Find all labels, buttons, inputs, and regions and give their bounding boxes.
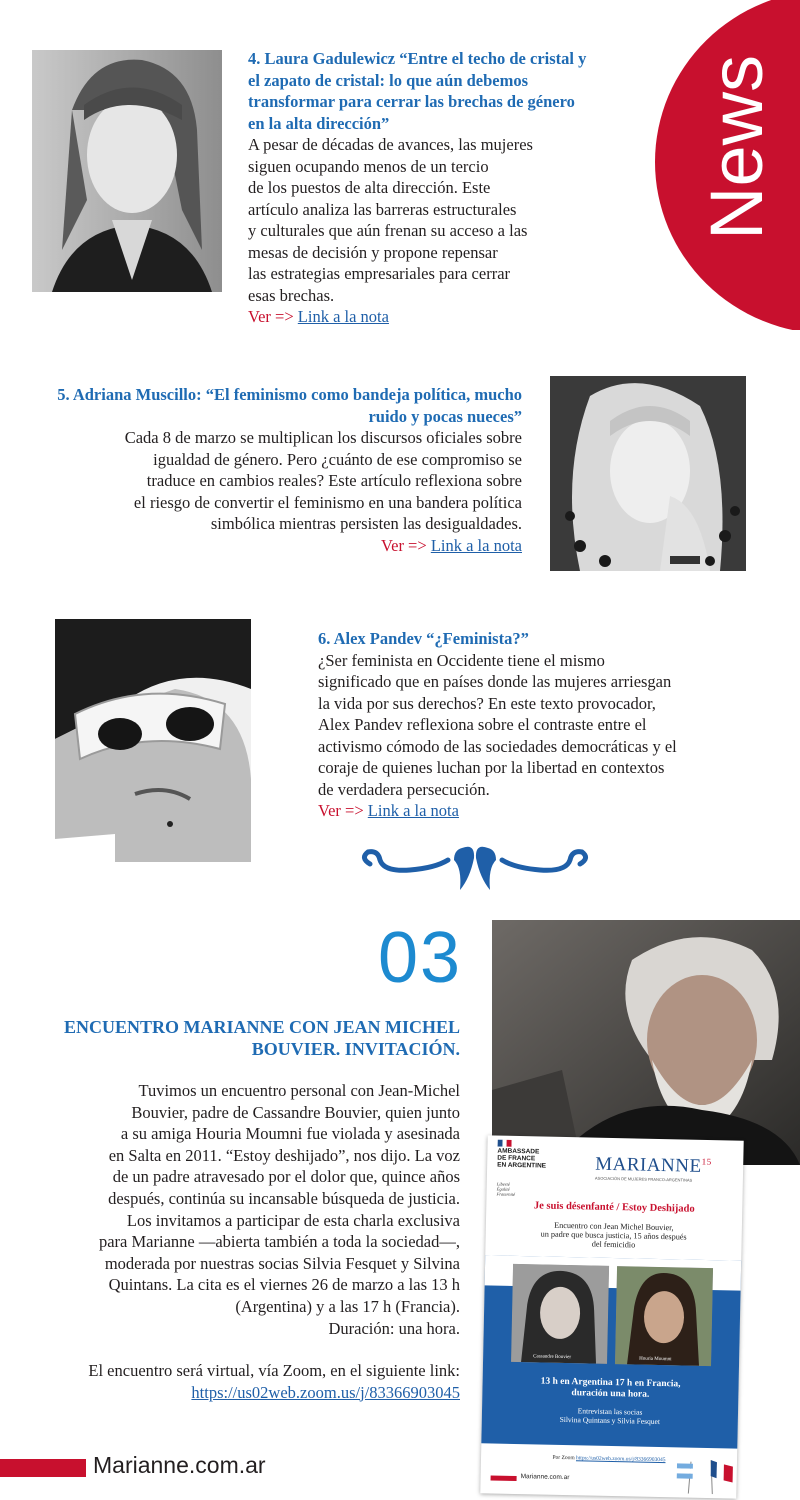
section-title: ENCUENTRO MARIANNE CON JEAN MICHEL BOUVIER. INVITACIÓN. — [63, 1017, 460, 1059]
article-4-body: A pesar de décadas de avances, las mujeres siguen ocupando menos de un tercio de los puestos de alta dirección. Este artículo analiza las barreras estructurales y culturales que aún frenan su acceso a las mesas de decisión y propone repensar las estrategias empresariales para cerrar esas brechas. — [248, 135, 533, 305]
flyer-logo-number: 15 — [701, 1156, 712, 1167]
flyer-logo-subtitle: ASOCIACIÓN DE MUJERES FRANCO-ARGENTINAS — [594, 1175, 693, 1183]
flyer-logo-text: MARIANNE — [594, 1153, 702, 1177]
section-body: Tuvimos un encuentro personal con Jean-Michel Bouvier, padre de Cassandre Bouvier, quien junto a su amiga Houria Moumni fue violada y asesinada en Salta en 2011. “Estoy deshijado”, nos dijo. La voz de un padre atravesado por el dolor que, quince años después, continúa su incansable búsqueda de justicia. Los invitamos a participar de esta charla exclusiva para Marianne —abierta también a toda la sociedad—, moderada por nuestras socias Silvia Fesquet y Silvina Quintans. La cita es el viernes 26 de marzo a las 13 h (Argentina) y a las 17 h (Francia). Duración: una hora. — [98, 1081, 460, 1338]
flags-icon — [676, 1455, 735, 1494]
article-6-link-line — [318, 800, 748, 822]
article-5-body: Cada 8 de marzo se multiplican los discursos oficiales sobre igualdad de género. Pero ¿cuánto de ese compromiso se traduce en cambios reales? Este artículo reflexiona sobre el riesgo de convertir el feminismo en una bandera política simbólica mientras persisten las desigualdades. — [124, 428, 522, 533]
article-5-link[interactable]: Link a la nota — [430, 535, 522, 555]
flyer-footer-site: Marianne.com.ar — [520, 1473, 570, 1482]
article-6-photo — [55, 619, 251, 862]
article-5-photo — [550, 376, 746, 571]
news-badge-label: News — [695, 54, 778, 240]
article-5 — [40, 384, 522, 556]
article-4-title: 4. Laura Gadulewicz “Entre el techo de cristal y el zapato de cristal: lo que aún debemos transformar para cerrar las brechas de género en la alta dirección” — [248, 49, 587, 133]
article-5-ver: Ver => — [381, 535, 427, 555]
section-zoom-link[interactable]: https://us02web.zoom.us/j/83366903045 — [191, 1382, 460, 1402]
footer-bar — [0, 1459, 86, 1477]
event-flyer — [480, 1135, 743, 1498]
article-6-link[interactable]: Link a la nota — [367, 801, 459, 820]
flyer-footer-bar — [491, 1475, 517, 1481]
article-6-ver: Ver => — [318, 801, 364, 820]
flyer-photo-cassandre — [511, 1264, 609, 1364]
flyer-subheading: Encuentro con Jean Michel Bouvier, un padre que busca justicia, 15 años después del femicidio — [540, 1220, 687, 1250]
footer-site: Marianne.com.ar — [93, 1452, 266, 1478]
flyer-zoom-link: https://us02web.zoom.us/j/83366903045 — [575, 1455, 666, 1464]
article-4-photo — [32, 50, 222, 292]
news-badge — [640, 0, 800, 330]
flyer-logo — [595, 1154, 712, 1178]
flyer-zoom-label: Por Zoom — [552, 1454, 575, 1462]
flyer-heading: Je suis désenfanté / Estoy Deshijado — [533, 1200, 695, 1215]
section-zoom — [30, 1360, 460, 1403]
article-4-link-line — [248, 306, 593, 328]
article-4-link[interactable]: Link a la nota — [297, 307, 389, 326]
flyer-caption-houria: Houria Moumni — [639, 1356, 672, 1363]
flyer-photo-houria — [615, 1266, 713, 1366]
article-6-body: ¿Ser feminista en Occidente tiene el mismo significado que en países donde las mujeres arriesgan la vida por sus derechos? En este texto provocador, Alex Pandev reflexiona sobre el contraste entre el activismo cómodo de las sociedades democráticas y el coraje de quienes luchan por la libertad en contextos de verdadera persecución. — [318, 650, 677, 799]
section-number: 03 — [378, 918, 463, 998]
section-zoom-text: El encuentro será virtual, vía Zoom, en el siguiente link: — [88, 1361, 460, 1380]
flyer-hosts: Entrevistan las socias Silvina Quintans y Silvia Fesquet — [559, 1406, 661, 1426]
article-4 — [248, 48, 593, 328]
flyer-embassy: AMBASSADE DE FRANCE EN ARGENTINE — [497, 1147, 547, 1170]
article-6 — [318, 628, 748, 822]
flyer-motto: Liberté Égalité Fraternité — [496, 1181, 516, 1197]
article-6-title: 6. Alex Pandev “¿Feminista?” — [318, 629, 529, 648]
article-5-title: 5. Adriana Muscillo: “El feminismo como bandeja política, mucho ruido y pocas nueces” — [57, 385, 522, 426]
ornament-divider — [350, 838, 600, 898]
flyer-caption-cassandre: Cassandre Bouvier — [533, 1354, 572, 1361]
french-republic-mark-icon — [498, 1140, 512, 1147]
article-5-link-line — [40, 535, 522, 557]
bouvier-photo — [492, 920, 800, 1165]
flyer-time: 13 h en Argentina 17 h en Francia, duración una hora. — [540, 1376, 681, 1400]
article-4-ver: Ver => — [248, 307, 294, 326]
